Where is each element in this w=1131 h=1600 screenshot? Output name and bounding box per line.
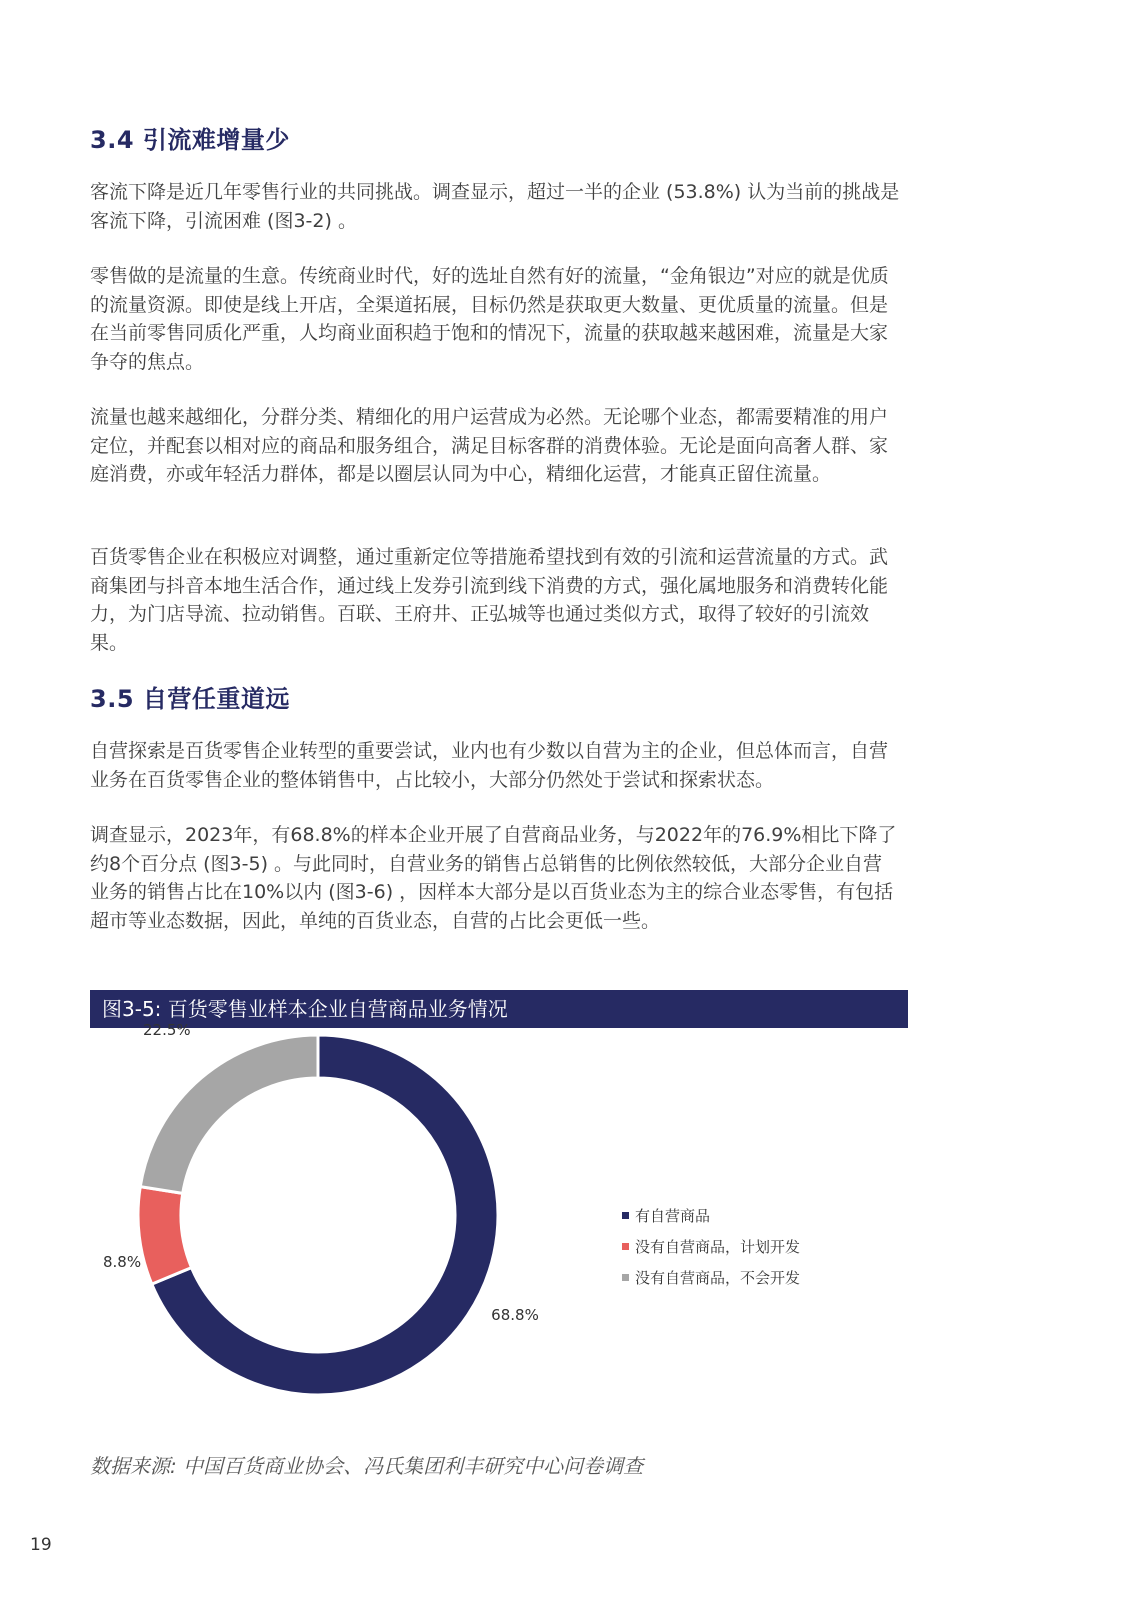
legend-swatch [622,1274,629,1281]
legend-swatch [622,1243,629,1250]
donut-slice [138,1187,191,1284]
legend-item [622,1200,800,1231]
legend-swatch [622,1212,629,1219]
chart-legend [622,1200,800,1293]
paragraph-3-4-1: 客流下降是近几年零售行业的共同挑战。调查显示，超过一半的企业 (53.8%) 认为当前的挑战是客流下降，引流困难 (图3-2) 。 [90,181,900,232]
figure-title: 图3-5: 百货零售业样本企业自营商品业务情况 [90,990,908,1028]
paragraph-3-4-3: 流量也越来越细化，分群分类、精细化的用户运营成为必然。无论哪个业态，都需要精准的用户定位，并配套以相对应的商品和服务组合，满足目标客群的消费体验。无论是面向高奢人群、家庭消费，亦或年轻活力群体，都是以圈层认同为中心，精细化运营，才能真正留住流量。 [90,406,889,485]
legend-label: 有自营商品 [635,1207,711,1225]
legend-item [622,1231,800,1262]
slice-value-label: 68.8% [491,1306,539,1324]
paragraph-3-5-1: 自营探索是百货零售企业转型的重要尝试，业内也有少数以自营为主的企业，但总体而言，自营业务在百货零售企业的整体销售中，占比较小，大部分仍然处于尝试和探索状态。 [90,740,889,791]
paragraph-3-4-2: 零售做的是流量的生意。传统商业时代，好的选址自然有好的流量，“金角银边”对应的就是优质的流量资源。即使是线上开店，全渠道拓展，目标仍然是获取更大数量、更优质量的流量。但是在当前零售同质化严重，人均商业面积趋于饱和的情况下，流量的获取越来越困难，流量是大家争夺的焦点。 [90,265,889,373]
legend-item [622,1262,800,1293]
slice-value-label: 8.8% [103,1253,142,1271]
data-source-note: 数据来源: 中国百货商业协会、冯氏集团利丰研究中心问卷调查 [90,1454,644,1478]
paragraph-3-4-4: 百货零售企业在积极应对调整，通过重新定位等措施希望找到有效的引流和运营流量的方式。武商集团与抖音本地生活合作，通过线上发券引流到线下消费的方式，强化属地服务和消费转化能力，为门店导流、拉动销售。百联、王府井、正弘城等也通过类似方式，取得了较好的引流效果。 [90,546,889,654]
section-heading-3-4: 3.4 引流难增量少 [90,126,290,154]
donut-slice [140,1035,318,1193]
page-number: 19 [30,1535,52,1555]
donut-chart [80,1021,540,1450]
legend-label: 没有自营商品，计划开发 [635,1238,801,1256]
slice-value-label: 22.5% [143,1021,191,1039]
paragraph-3-5-2: 调查显示，2023年，有68.8%的样本企业开展了自营商品业务，与2022年的76.9%相比下降了约8个百分点 (图3-5) 。与此同时，自营业务的销售占总销售的比例依然较低，大部分企业自营业务的销售占比在10%以内 (图3-6) ，因样本大部分是以百货业态为主的综合业态零售，有包括超市等业态数据，因此，单纯的百货业态，自营的占比会更低一些。 [90,824,897,932]
section-heading-3-5: 3.5 自营任重道远 [90,685,290,713]
legend-label: 没有自营商品，不会开发 [635,1269,801,1287]
